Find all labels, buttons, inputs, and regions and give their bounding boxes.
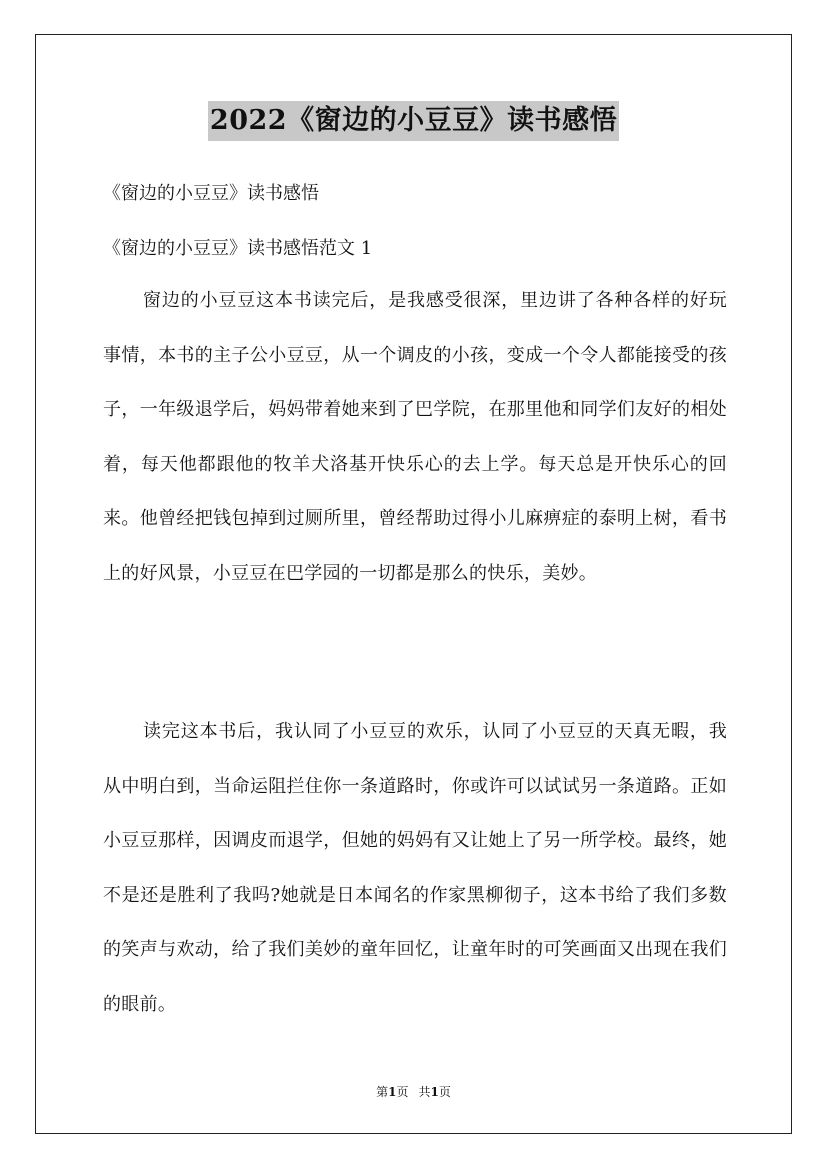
page-number: 1 xyxy=(388,1085,397,1099)
page-suffix: 页 xyxy=(396,1085,409,1099)
section-heading: 《窗边的小豆豆》读书感悟范文 1 xyxy=(103,238,373,259)
total-suffix: 页 xyxy=(438,1085,451,1099)
document-subtitle: 《窗边的小豆豆》读书感悟 xyxy=(103,183,319,204)
page-prefix: 第 xyxy=(376,1085,389,1099)
document-title: 2022《窗边的小豆豆》读书感悟 xyxy=(208,101,619,141)
paragraph-2: 读完这本书后，我认同了小豆豆的欢乐，认同了小豆豆的天真无暇，我从中明白到，当命运阻拦住你一条道路时，你或许可以试试另一条道路。正如小豆豆那样，因调皮而退学，但她的妈妈有又让她上了另一所学校。最终，她不是还是胜利了我吗?她就是日本闻名的作家黑柳彻子，这本书给了我们多数的笑声与欢动，给了我们美妙的童年回忆，让童年时的可笑画面又出现在我们的眼前。 xyxy=(103,721,727,1015)
total-prefix: 共 xyxy=(418,1085,431,1099)
title-container xyxy=(0,101,827,141)
page-footer xyxy=(0,1084,827,1100)
total-pages: 1 xyxy=(430,1085,439,1099)
paragraph-1: 窗边的小豆豆这本书读完后，是我感受很深，里边讲了各种各样的好玩事情，本书的主子公小豆豆，从一个调皮的小孩，变成一个令人都能接受的孩子，一年级退学后，妈妈带着她来到了巴学院，在那里他和同学们友好的相处着，每天他都跟他的牧羊犬洛基开快乐心的去上学。每天总是开快乐心的回来。他曾经把钱包掉到过厕所里，曾经帮助过得小儿麻痹症的泰明上树，看书上的好风景，小豆豆在巴学园的一切都是那么的快乐，美妙。 xyxy=(103,290,727,584)
